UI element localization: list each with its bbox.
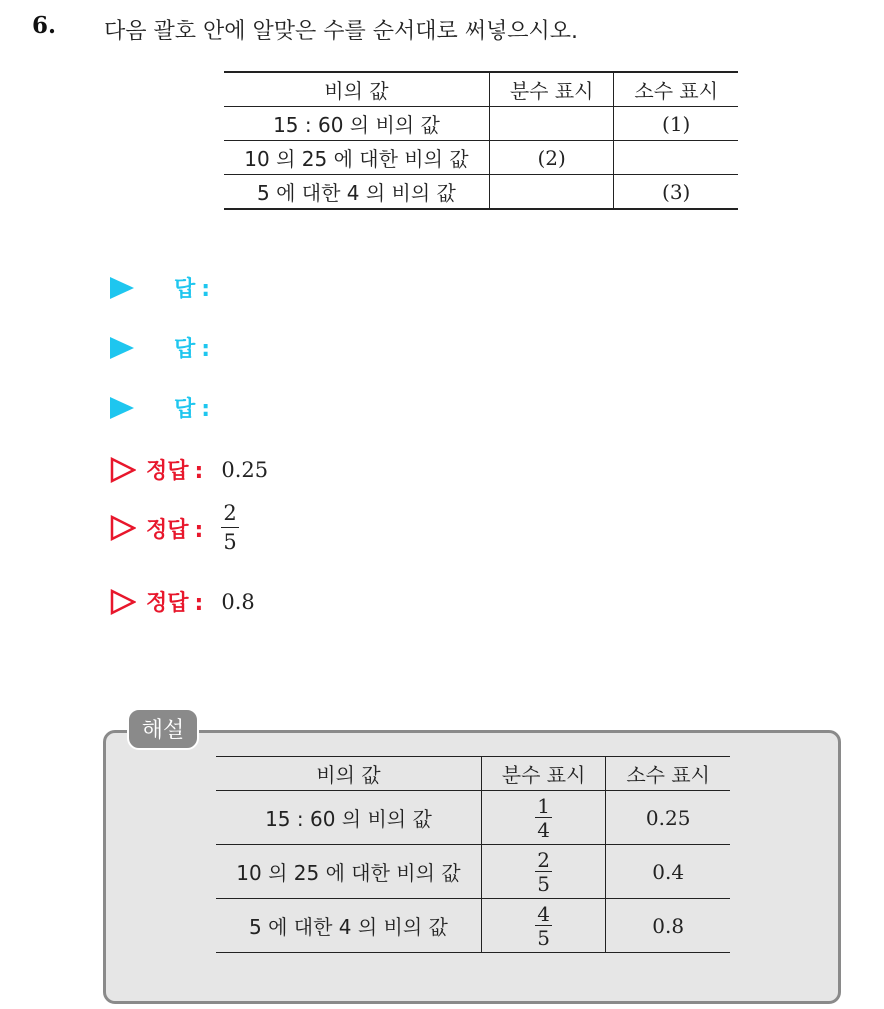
table-row: [224, 107, 738, 141]
decimal-cell: (1): [614, 107, 738, 141]
row-label: 5 에 대한 4 의 비의 값: [216, 899, 481, 953]
outline-triangle-icon: [110, 589, 136, 615]
fraction-cell: [481, 899, 606, 953]
fraction-cell: [481, 791, 606, 845]
header-ratio-value: 비의 값: [224, 72, 489, 107]
fraction: [535, 793, 552, 842]
solution-line-2: [110, 503, 239, 553]
table-row: [216, 845, 730, 899]
decimal-cell: (3): [662, 179, 691, 204]
decimal-cell: [614, 141, 738, 175]
decimal-cell: 0.25: [606, 791, 730, 845]
header-decimal: 소수 표시: [606, 757, 730, 791]
row-label: 15 : 60 의 비의 값: [216, 791, 481, 845]
fraction-numerator: 2: [221, 503, 238, 528]
solution-line-1: [110, 454, 268, 485]
table-row: [224, 141, 738, 175]
fraction: [535, 847, 552, 896]
table-row: [216, 791, 730, 845]
fraction-denominator: 4: [537, 817, 550, 842]
question-table: [224, 71, 738, 210]
header-fraction: 분수 표시: [481, 757, 606, 791]
fraction-cell: [481, 845, 606, 899]
fraction-numerator: 1: [537, 793, 550, 818]
solution-label: 정답 :: [146, 517, 204, 543]
outline-triangle-icon: [110, 515, 136, 541]
filled-triangle-icon: [110, 397, 134, 419]
solution-value: 0.8: [221, 589, 255, 614]
solution-label: 정답 :: [146, 591, 204, 616]
header-ratio-value: 비의 값: [216, 757, 481, 791]
solution-label: 정답 :: [146, 459, 204, 484]
solution-line-3: [110, 586, 255, 617]
fraction-numerator: 2: [537, 847, 550, 872]
table-row: [224, 175, 738, 210]
answer-line-3: [110, 392, 210, 423]
explanation-tag: 해설: [127, 708, 199, 750]
answer-label: 답 :: [174, 277, 211, 302]
fraction-cell: [489, 107, 614, 141]
table-row: [216, 899, 730, 953]
answer-label: 답 :: [174, 397, 211, 422]
fraction-numerator: 4: [537, 901, 550, 926]
explanation-table: [216, 756, 730, 953]
fraction-cell: (2): [489, 141, 614, 175]
question-number: 6.: [32, 12, 57, 39]
row-label: 10 의 25 에 대한 비의 값: [224, 141, 489, 175]
outline-triangle-icon: [110, 457, 136, 483]
decimal-cell: 0.4: [606, 845, 730, 899]
table-header-row: [216, 757, 730, 791]
question-text: 다음 괄호 안에 알맞은 수를 순서대로 써넣으시오.: [104, 19, 578, 44]
fraction: [535, 901, 552, 950]
fraction-denominator: 5: [537, 925, 550, 950]
header-fraction: 분수 표시: [489, 72, 614, 107]
row-label: 5 에 대한 4 의 비의 값: [224, 175, 489, 210]
fraction-denominator: 5: [223, 530, 237, 554]
fraction-denominator: 5: [537, 871, 550, 896]
filled-triangle-icon: [110, 277, 134, 299]
row-label: 10 의 25 에 대한 비의 값: [216, 845, 481, 899]
answer-line-1: [110, 272, 210, 303]
solution-value: 0.25: [221, 457, 269, 482]
fraction-cell: [489, 175, 614, 210]
answer-line-2: [110, 332, 210, 363]
filled-triangle-icon: [110, 337, 134, 359]
row-label: 15 : 60 의 비의 값: [224, 107, 489, 141]
header-decimal: 소수 표시: [614, 72, 738, 107]
solution-fraction: [221, 503, 238, 553]
decimal-cell: 0.8: [652, 913, 685, 938]
table-header-row: [224, 72, 738, 107]
answer-label: 답 :: [174, 337, 211, 362]
